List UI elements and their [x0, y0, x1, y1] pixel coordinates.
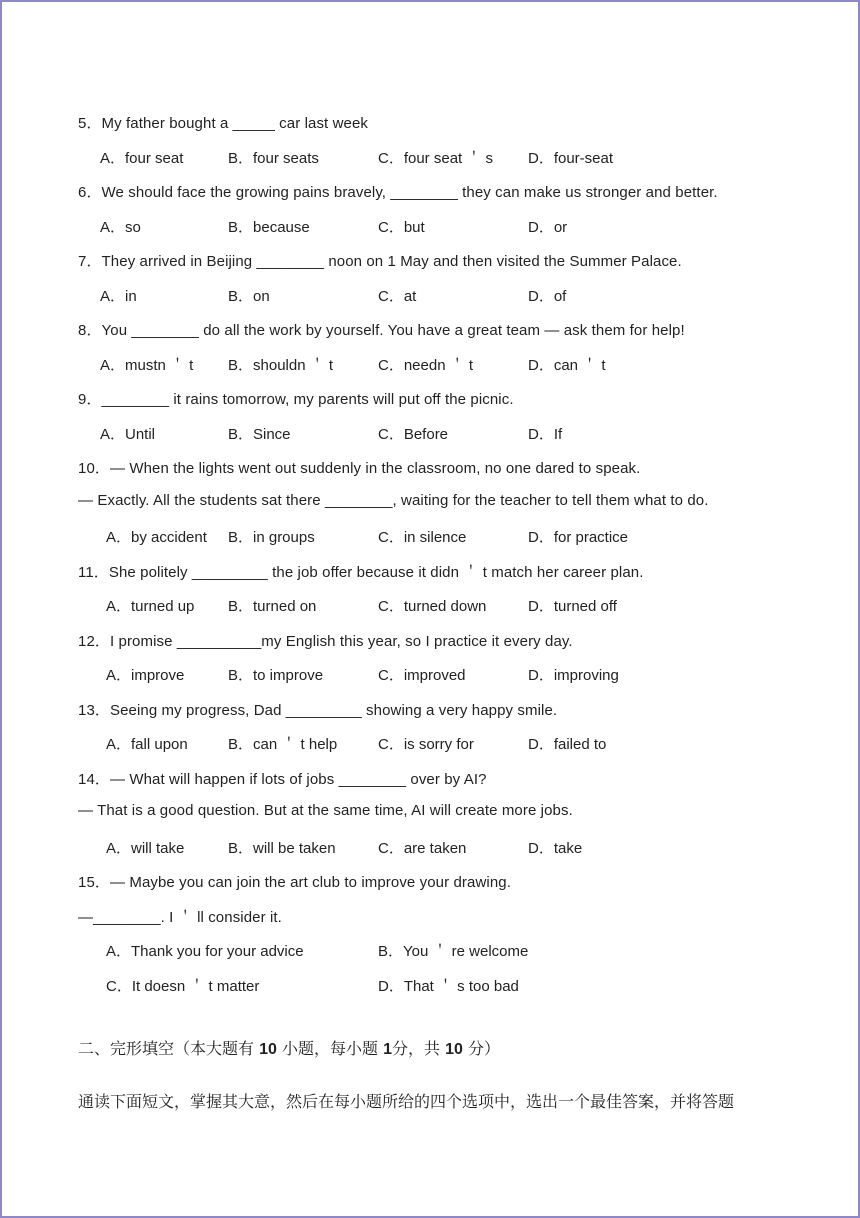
q7-option-d: D．of: [528, 288, 567, 305]
q14-option-a: A．will take: [106, 840, 185, 857]
q15-option-a: A．Thank you for your advice: [106, 943, 304, 960]
q14-option-d: D．take: [528, 840, 583, 857]
question-11: 11．She politely _________ the job offer because it didn ＇ t match her career plan.: [78, 564, 644, 581]
q15-option-d: D．That ＇ s too bad: [378, 978, 519, 995]
q6-option-d: D．or: [528, 219, 568, 236]
section-heading-part: 分，共: [391, 1039, 446, 1058]
q13-option-b: B．can ＇ t help: [228, 736, 338, 753]
q11-option-a: A．turned up: [106, 598, 195, 615]
question-14-reply: — That is a good question. But at the same time, AI will create more jobs.: [78, 802, 573, 819]
points-total: 10: [445, 1041, 463, 1058]
question-14: 14．— What will happen if lots of jobs ________ over by AI?: [78, 771, 487, 788]
q7-option-b: B．on: [228, 288, 270, 305]
points-each: 1: [383, 1041, 392, 1058]
q9-option-c: C．Before: [378, 426, 449, 443]
q13-option-a: A．fall upon: [106, 736, 188, 753]
q15-option-c: C．It doesn ＇ t matter: [106, 978, 260, 995]
q7-option-a: A．in: [100, 288, 137, 305]
q5-option-d: D．four-seat: [528, 150, 614, 167]
q13-option-d: D．failed to: [528, 736, 607, 753]
q10-option-c: C．in silence: [378, 529, 467, 546]
question-9: 9．________ it rains tomorrow, my parents will put off the picnic.: [78, 391, 514, 408]
q8-option-b: B．shouldn ＇ t: [228, 357, 334, 374]
q10-option-d: D．for practice: [528, 529, 629, 546]
q12-option-c: C．improved: [378, 667, 466, 684]
q14-option-c: C．are taken: [378, 840, 467, 857]
section-instruction: 通读下面短文，掌握其大意，然后在每小题所给的四个选项中，选出一个最佳答案，并将答题: [78, 1092, 735, 1111]
q11-option-c: C．turned down: [378, 598, 487, 615]
q5-option-a: A．four seat: [100, 150, 184, 167]
q8-option-d: D．can ＇ t: [528, 357, 606, 374]
q5-option-c: C．four seat ＇ s: [378, 150, 494, 167]
q12-option-a: A．improve: [106, 667, 185, 684]
question-15: 15．— Maybe you can join the art club to improve your drawing.: [78, 874, 511, 891]
question-8: 8．You ________ do all the work by yourself. You have a great team — ask them for help!: [78, 322, 685, 339]
q9-option-d: D．If: [528, 426, 563, 443]
question-12: 12．I promise __________my English this year, so I practice it every day.: [78, 633, 573, 650]
q6-option-c: C．but: [378, 219, 425, 236]
section-heading-part: 小题，每小题: [276, 1039, 384, 1058]
q9-option-a: A．Until: [100, 426, 156, 443]
section-heading-part: 分）: [462, 1039, 500, 1058]
q9-option-b: B．Since: [228, 426, 291, 443]
question-10-reply: — Exactly. All the students sat there ________, waiting for the teacher to tell them what to do.: [78, 492, 709, 509]
question-5: 5．My father bought a _____ car last week: [78, 115, 368, 132]
q7-option-c: C．at: [378, 288, 417, 305]
q12-option-d: D．improving: [528, 667, 619, 684]
q8-option-a: A．mustn ＇ t: [100, 357, 194, 374]
q10-option-a: A．by accident: [106, 529, 207, 546]
q6-option-b: B．because: [228, 219, 310, 236]
question-13: 13．Seeing my progress, Dad _________ showing a very happy smile.: [78, 702, 558, 719]
question-6: 6．We should face the growing pains bravely, ________ they can make us stronger and better.: [78, 184, 718, 201]
q13-option-c: C．is sorry for: [378, 736, 474, 753]
q15-option-b: B．You ＇ re welcome: [378, 943, 529, 960]
question-count: 10: [259, 1041, 277, 1058]
q6-option-a: A．so: [100, 219, 141, 236]
section-heading: [78, 1036, 500, 1059]
q5-option-b: B．four seats: [228, 150, 319, 167]
section-heading-part: 二、完形填空（本大题有: [78, 1039, 260, 1058]
q14-option-b: B．will be taken: [228, 840, 336, 857]
question-10: 10．— When the lights went out suddenly in the classroom, no one dared to speak.: [78, 460, 641, 477]
question-15-reply: —________. I ＇ ll consider it.: [78, 909, 282, 926]
q11-option-d: D．turned off: [528, 598, 617, 615]
q10-option-b: B．in groups: [228, 529, 315, 546]
question-7: 7．They arrived in Beijing ________ noon on 1 May and then visited the Summer Palace.: [78, 253, 682, 270]
q12-option-b: B．to improve: [228, 667, 324, 684]
q11-option-b: B．turned on: [228, 598, 317, 615]
q8-option-c: C．needn ＇ t: [378, 357, 474, 374]
